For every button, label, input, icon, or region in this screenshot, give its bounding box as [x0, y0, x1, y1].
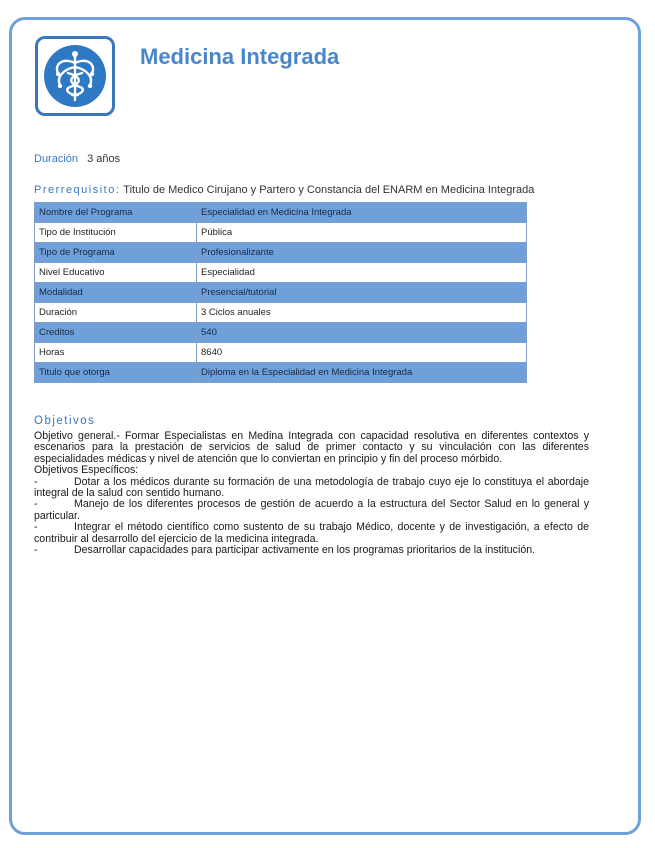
objectives-body	[34, 431, 589, 556]
prerequisite-label: Prerrequisito:	[34, 184, 121, 196]
table-row	[35, 303, 527, 323]
table-cell-label: Tipo de Programa	[35, 243, 197, 263]
bullet: -	[34, 544, 38, 557]
table-cell-value: 540	[197, 323, 527, 343]
objective-item-text: Desarrollar capacidades para participar activamente en los programas prioritarios de la institución.	[74, 544, 536, 557]
page-frame	[9, 17, 641, 835]
table-cell-label: Modalidad	[35, 283, 197, 303]
bullet: -	[34, 475, 38, 488]
table-cell-value: Especialidad	[197, 263, 527, 283]
table-row	[35, 283, 527, 303]
program-info-table	[34, 202, 527, 383]
table-row	[35, 203, 527, 223]
table-cell-label: Titulo que otorga	[35, 363, 197, 383]
table-cell-label: Nivel Educativo	[35, 263, 197, 283]
logo	[35, 36, 115, 116]
list-item	[34, 545, 589, 556]
table-row	[35, 363, 527, 383]
table-cell-label: Duración	[35, 303, 197, 323]
objective-item-text: Dotar a los médicos durante su formación de una metodología de trabajo cuyo eje lo constituya el abordaje integral de la salud con sentido humano.	[34, 475, 589, 500]
table-cell-label: Horas	[35, 343, 197, 363]
table-cell-value: 3 Ciclos anuales	[197, 303, 527, 323]
prerequisite-value: Titulo de Medico Cirujano y Partero y Constancia del ENARM en Medicina Integrada	[123, 184, 535, 196]
table-cell-label: Nombre del Programa	[35, 203, 197, 223]
list-item	[34, 522, 589, 545]
prerequisite-line	[34, 184, 534, 196]
duration-value: 3 años	[87, 153, 121, 165]
list-item	[34, 477, 589, 500]
list-item	[34, 499, 589, 522]
duration-label: Duración	[34, 153, 79, 165]
table-cell-value: Pública	[197, 223, 527, 243]
objective-item-text: Integrar el método científico como sustento de su trabajo Médico, docente y de investigación, a efecto de contribuir al desarrollo del ejercicio de la medicina integrada.	[34, 521, 589, 545]
caduceus-icon	[42, 43, 108, 109]
table-row	[35, 263, 527, 283]
table-cell-value: Presencial/tutorial	[197, 283, 527, 303]
objectives-specific-heading: Objetivos Específicos:	[34, 464, 139, 477]
table-cell-label: Tipo de Institución	[35, 223, 197, 243]
objectives-heading: Objetivos	[34, 415, 96, 427]
table-cell-value: 8640	[197, 343, 527, 363]
table-cell-value: Profesionalizante	[197, 243, 527, 263]
table-cell-value: Diploma en la Especialidad en Medicina Integrada	[197, 363, 527, 383]
table-row	[35, 243, 527, 263]
table-row	[35, 343, 527, 363]
table-row	[35, 223, 527, 243]
table-cell-label: Creditos	[35, 323, 197, 343]
bullet: -	[34, 521, 38, 534]
table-row	[35, 323, 527, 343]
objective-item-text: Manejo de los diferentes procesos de gestión de acuerdo a la estructura del Sector Salud en lo general y particular.	[34, 498, 589, 522]
table-cell-value: Especialidad en Medicina Integrada	[197, 203, 527, 223]
bullet: -	[34, 498, 38, 511]
objective-general: Objetivo general.- Formar Especialistas en Medina Integrada con capacidad resolutiva en diferentes contextos y escenarios para la prestación de servicios de salud de primer contacto y su vinculación con las diferentes especialidades médicas y nivel de atención que lo conviertan en principio y fin del proceso mórbido.	[34, 430, 589, 465]
duration-line	[34, 153, 120, 165]
page-title: Medicina Integrada	[140, 44, 340, 69]
